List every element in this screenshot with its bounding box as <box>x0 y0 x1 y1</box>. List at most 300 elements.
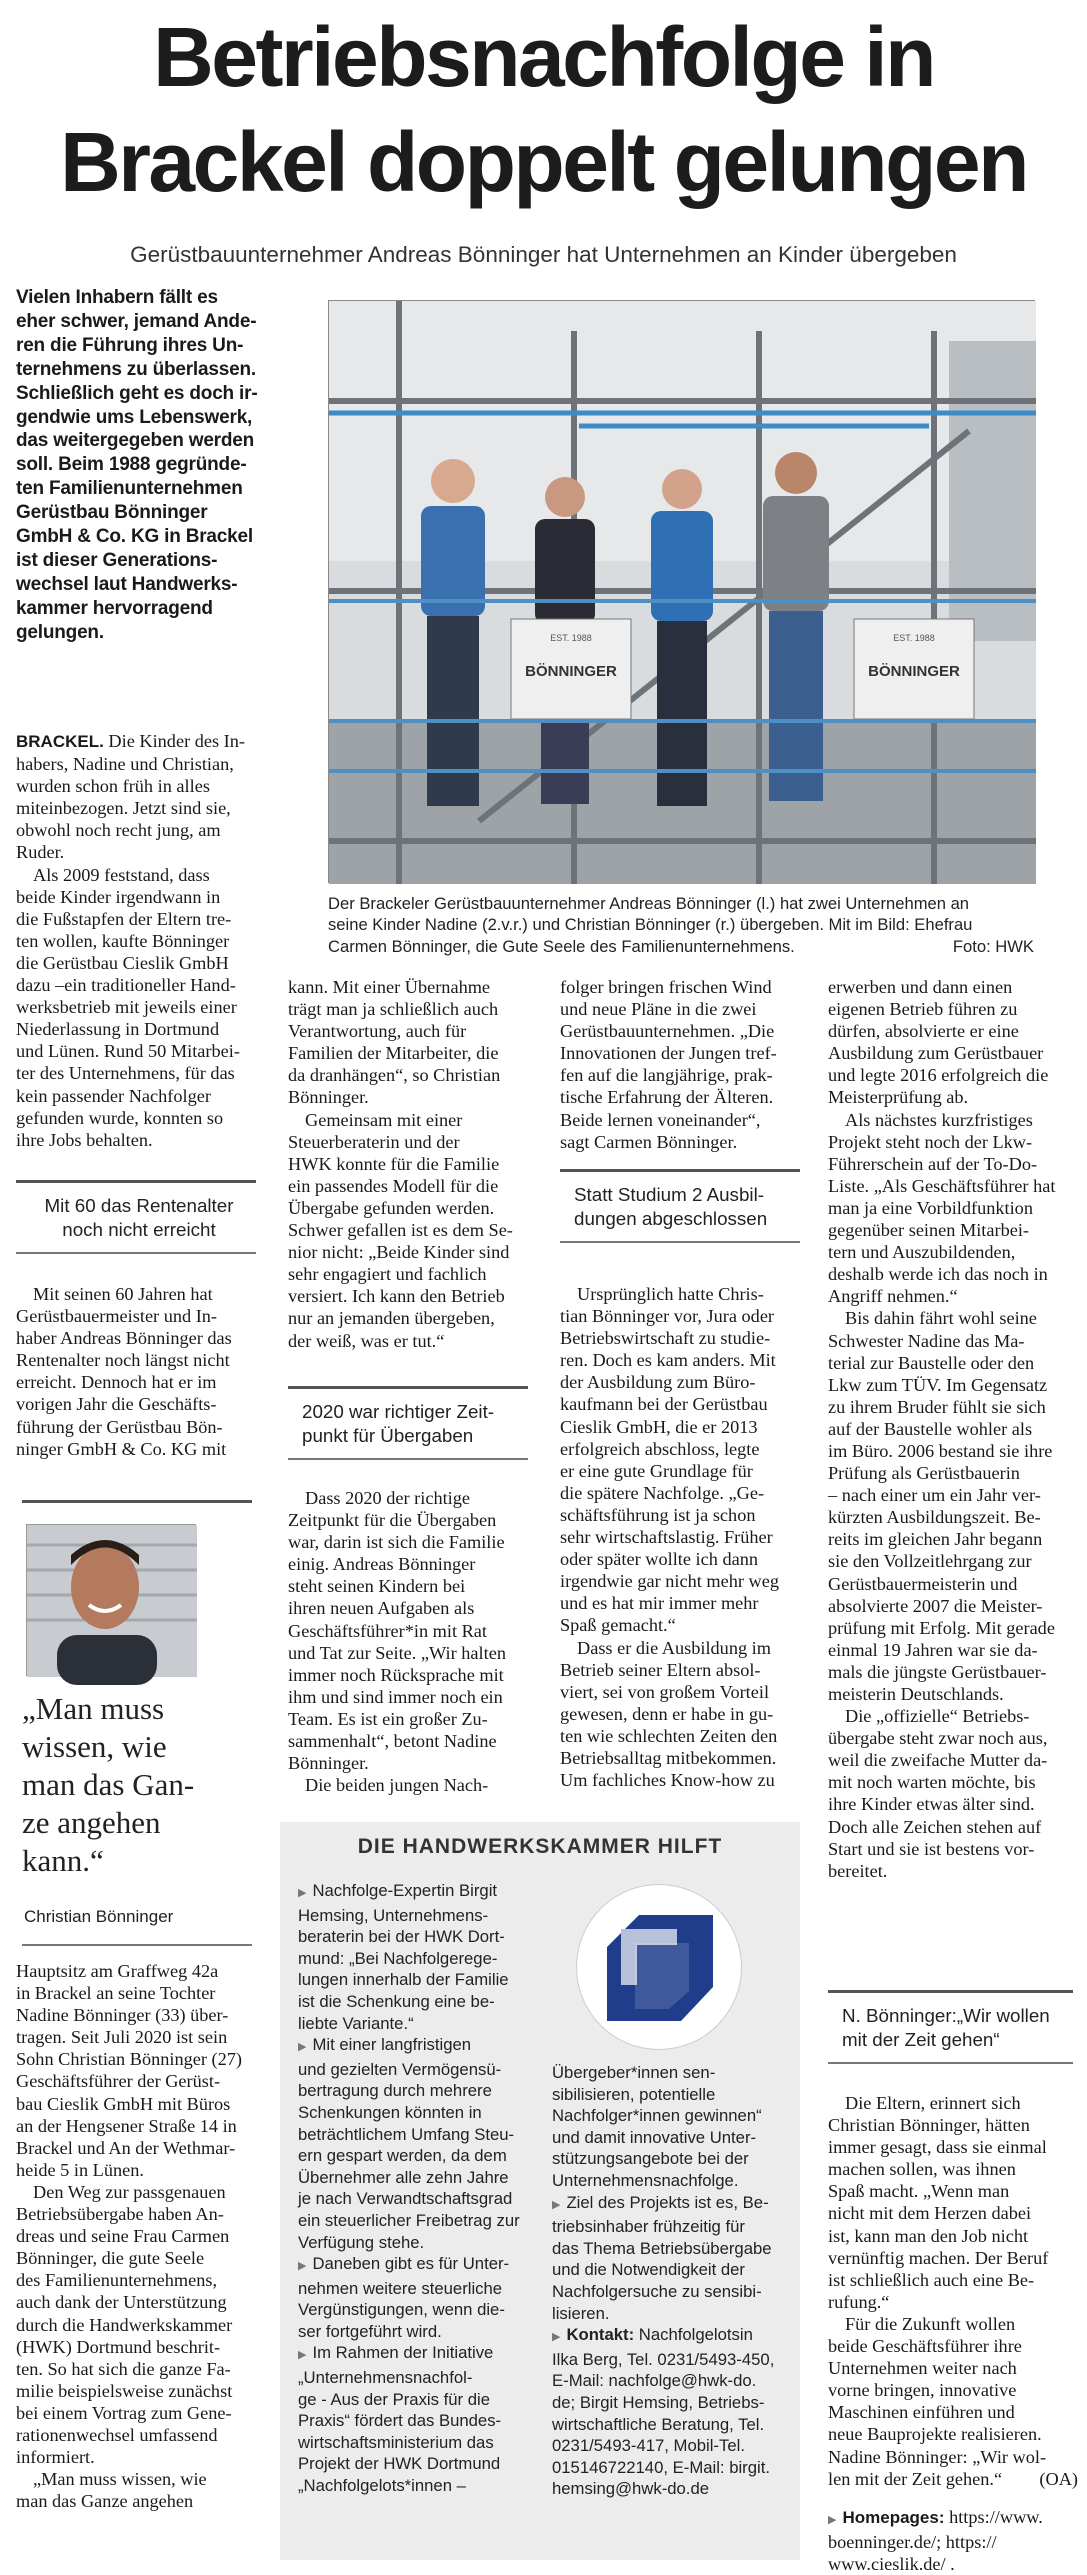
paragraph <box>16 864 271 1151</box>
text-line: sehr wirtschaftslastig. Früher <box>560 1527 773 1548</box>
text-line: Schenkungen könnten in <box>298 2102 482 2122</box>
text-line: man ja eine Vorbildfunktion <box>828 1197 1033 1218</box>
text-line: irgendwie gar nicht mehr weg <box>560 1571 779 1592</box>
subheading-zeit <box>828 1990 1073 2064</box>
text-line: und legte 2016 erfolgreich die <box>828 1065 1049 1086</box>
text-line: Gerüstbauermeister und In- <box>16 1306 218 1327</box>
text-line: Nachfolger*innen gewinnen“ <box>552 2106 762 2126</box>
text-line: erwerben und dann einen <box>828 977 1013 997</box>
column-2-top <box>288 976 543 1352</box>
text-line: sehr engagiert und fachlich <box>288 1264 487 1285</box>
info-box-left-column <box>298 1880 544 2497</box>
text-line: Spaß gemacht.“ <box>560 1615 676 1636</box>
text-line: ser fortgeführt wird. <box>298 2321 442 2341</box>
text-line: durch die Handwerkskammer <box>16 2314 233 2335</box>
headline-line-1: Betriebsnachfolge in <box>153 10 934 104</box>
text-line: 015146722140, E-Mail: birgit. <box>552 2457 771 2477</box>
text-line: machen sollen, was ihnen <box>828 2159 1016 2180</box>
text-line: liebte Variante.“ <box>298 2013 414 2033</box>
text-line: ihm und sind immer noch ein <box>288 1686 503 1707</box>
text-line: kein passender Nachfolger <box>16 1085 211 1106</box>
text-line: Beide lernen voneinander“, <box>560 1109 761 1130</box>
column-1-bottom <box>16 1960 271 2512</box>
text-line: wirtschaftsministerium das <box>298 2432 494 2452</box>
bullet-triangle-icon: ▶ <box>298 2041 307 2054</box>
text-line: und gezielten Vermögensü- <box>298 2059 502 2079</box>
text-line: (HWK) Dortmund beschrit- <box>16 2336 221 2357</box>
text-line: ist, kann man den Job nicht <box>828 2225 1029 2246</box>
subheadline: Gerüstbauunternehmer Andreas Bönninger hat Unternehmen an Kinder übergeben <box>130 242 957 267</box>
text-line: ternehmens zu überlassen. <box>16 358 256 380</box>
text-line: HWK konnte für die Familie <box>288 1153 500 1174</box>
info-box-handwerkskammer <box>280 1822 800 2560</box>
text-line: Verantwortung, auch für <box>288 1021 467 1042</box>
text-line: heide 5 in Lünen. <box>16 2159 144 2180</box>
text-line: ten wollen, kaufte Bönninger <box>16 930 230 951</box>
caption-line: Carmen Bönninger, die Gute Seele des Familienunternehmens. <box>328 936 795 956</box>
paragraph <box>828 2092 1078 2313</box>
info-text <box>298 2343 501 2495</box>
text-line: Daneben gibt es für Unter- <box>312 2254 510 2274</box>
sign-text-left: BÖNNINGER <box>525 663 617 680</box>
text-line: Unternehmensnachfolge. <box>552 2170 739 2190</box>
text-line: deshalb werde ich das noch in <box>828 1264 1048 1285</box>
text-line: dürfen, absolvierte er eine <box>828 1021 1019 1042</box>
text-line: Betriebsübergabe haben An- <box>16 2204 224 2225</box>
sign-text-right: BÖNNINGER <box>868 663 960 680</box>
text-line: prüfung mit Erfolg. Mit gerade <box>828 1617 1055 1638</box>
text-line: – nach einer um ein Jahr ver- <box>828 1485 1041 1506</box>
paragraph <box>828 1109 1078 1308</box>
text-line: Team. Es ist ein großer Zu- <box>288 1708 488 1729</box>
text-line: auch dank der Unterstützung <box>16 2292 227 2313</box>
text-line: Meisterprüfung ab. <box>828 1087 969 1108</box>
text-line: Unternehmen weiter nach <box>828 2358 1017 2379</box>
text-line: stützungsangebote bei der <box>552 2149 749 2169</box>
text-line: Hemsing, Unternehmens- <box>298 1905 489 1925</box>
text-line: dazu –ein traditioneller Hand- <box>16 975 236 996</box>
text-line: informiert. <box>16 2447 95 2468</box>
pull-quote <box>22 1690 262 1880</box>
text-line: gelungen. <box>16 621 104 643</box>
text-line: führung der Gerüstbau Bön- <box>16 1416 223 1437</box>
text-line: nior nicht: „Beide Kinder sind <box>288 1242 510 1263</box>
subheading-studium <box>560 1169 800 1243</box>
text-line: rufung.“ <box>828 2291 890 2312</box>
text-line: mit noch warten möchte, bis <box>828 1772 1036 1793</box>
text-line: weil die zweifache Mutter da- <box>828 1750 1048 1771</box>
info-text <box>298 2254 509 2341</box>
text-line: E-Mail: nachfolge@hwk-do. <box>552 2371 757 2391</box>
text-line: kann.“ <box>22 1843 104 1878</box>
text-line: Mit einer langfristigen <box>312 2035 472 2055</box>
text-line: „Nachfolgelots*innen – <box>298 2476 466 2496</box>
text-line: im Büro. 2006 bestand sie ihre <box>828 1440 1053 1461</box>
column-4-top <box>828 976 1078 1882</box>
column-3-mid <box>560 1283 815 1791</box>
info-text <box>552 2193 772 2323</box>
text-line: Ursprünglich hatte Chris- <box>577 1284 764 1304</box>
text-line: Geschäftsführer*in mit Rat <box>288 1620 488 1641</box>
text-line: die Fußstapfen der Eltern tre- <box>16 908 232 929</box>
text-line: der weiß, was er tut.“ <box>288 1330 445 1351</box>
text-line: „Unternehmensnachfol- <box>298 2368 473 2388</box>
homepages-label: Homepages: <box>842 2507 945 2527</box>
text-line: wurden schon früh in alles <box>16 776 210 797</box>
text-line: Ausbildung zum Gerüstbauer <box>828 1043 1044 1064</box>
text-line: trägt man ja schließlich auch <box>288 999 499 1020</box>
text-line: soll. Beim 1988 gegründe- <box>16 454 247 476</box>
paragraph <box>16 1960 271 2181</box>
text-line: bereitet. <box>828 1860 888 1881</box>
text-line: 0231/5493-417, Mobil-Tel. <box>552 2436 745 2456</box>
text-line: Übergabe gefunden werden. <box>288 1197 495 1218</box>
text-line: des Familienunternehmens, <box>16 2270 218 2291</box>
text-line: Start und sie ist bestens vor- <box>828 1838 1035 1859</box>
text-line: Betriebsalltag mitbekommen. <box>560 1747 777 1768</box>
text-line: Bönninger. <box>288 1753 369 1774</box>
text-line: und es hat mir immer mehr <box>560 1593 759 1614</box>
text-line: ten wie schlechten Zeiten den <box>560 1725 778 1746</box>
paragraph <box>828 2314 1046 2489</box>
text-line: der Ausbildung zum Büro- <box>560 1372 756 1393</box>
text-line: ge - Aus der Praxis für die <box>298 2389 490 2409</box>
text-line: da dranhängen“, so Christian <box>288 1065 501 1086</box>
text-line: steht seinen Kindern bei <box>288 1576 466 1597</box>
text-line: tern und Auszubildenden, <box>828 1242 1016 1263</box>
divider <box>22 1944 252 1946</box>
paragraph <box>16 2468 271 2512</box>
subheading-2020 <box>288 1386 528 1460</box>
text-line: zu ihrem Bruder fühlt sie sich <box>828 1396 1046 1417</box>
text-line: triebsinhaber frühzeitig für <box>552 2217 745 2237</box>
text-line: Geschäftsführer der Gerüst- <box>16 2071 221 2092</box>
text-line: „Man muss <box>22 1691 165 1726</box>
text-line: Dass 2020 der richtige <box>305 1488 470 1508</box>
text-line: Betriebswirtschaft zu studie- <box>560 1328 771 1349</box>
text-line: gendwie ums Lebenswerk, <box>16 406 253 428</box>
paragraph <box>828 976 1078 1109</box>
text-line: immer gesagt, dass sie einmal <box>828 2137 1047 2158</box>
text-line: einmal 19 Jahren war sie da- <box>828 1639 1038 1660</box>
text-line: Verfügung stehe. <box>298 2232 425 2252</box>
text-line: lisieren. <box>552 2303 610 2323</box>
text-line: ein passendes Modell für die <box>288 1175 499 1196</box>
bullet-triangle-icon: ▶ <box>552 2331 561 2344</box>
text-line: Mit seinen 60 Jahren hat <box>33 1284 213 1304</box>
text-line: Bis dahin fährt wohl seine <box>845 1308 1037 1329</box>
info-box-right-column <box>552 2062 788 2500</box>
text-line: Die beiden jungen Nach- <box>305 1775 489 1796</box>
text-line: ist die Schenkung eine be- <box>298 1991 495 2011</box>
text-line: viert, sei von großem Vorteil <box>560 1681 770 1702</box>
info-text <box>298 2035 520 2251</box>
text-line: Gerüstbauunternehmen. „Die <box>560 1021 775 1042</box>
text-line: tische Erfahrung der Älteren. <box>560 1087 774 1108</box>
bullet-triangle-icon: ▶ <box>298 1887 307 1899</box>
text-line: Bönninger, die gute Seele <box>16 2248 205 2269</box>
text-line: Bönninger. <box>288 1087 369 1108</box>
text-line: len mit der Zeit gehen.“ <box>828 2468 1003 2489</box>
text-line: wirtschaftliche Beratung, Tel. <box>552 2414 765 2434</box>
text-line: und Tat zur Seite. „Wir halten <box>288 1642 506 1663</box>
text-line: Sohn Christian Bönninger (27) <box>16 2049 242 2070</box>
contact-text <box>552 2325 774 2498</box>
text-line: Nachfolgelotsin <box>638 2325 753 2345</box>
text-line: Zeitpunkt für die Übergaben <box>288 1510 497 1531</box>
text-line: habers, Nadine und Christian, <box>16 754 234 775</box>
text-line: Ziel des Projekts ist es, Be- <box>566 2192 769 2212</box>
intro-paragraph <box>16 286 316 645</box>
hwk-logo-icon <box>577 1885 743 2051</box>
headline-line-2: Brackel doppelt gelungen <box>60 115 1027 209</box>
caption-line: Der Brackeler Gerüstbauunternehmer Andreas Bönninger (l.) hat zwei Unternehmen an <box>328 894 970 913</box>
text-line: Übernehmer alle zehn Jahre <box>298 2167 509 2187</box>
column-2-mid <box>288 1487 543 1796</box>
dateline: BRACKEL. <box>16 732 104 751</box>
text-line: Doch alle Zeichen stehen auf <box>828 1816 1042 1837</box>
author-tag: (OA) <box>1039 2468 1078 2489</box>
paragraph <box>16 2181 271 2468</box>
text-line: punkt für Übergaben <box>302 1425 474 1446</box>
text-line: Den Weg zur passgenauen <box>33 2181 226 2202</box>
text-line: Gerüstbau Bönninger <box>16 502 208 524</box>
text-line: mit der Zeit gehen“ <box>842 2029 1000 2050</box>
text-line: dreas und seine Frau Carmen <box>16 2226 230 2247</box>
text-line: ren. Doch es kam anders. Mit <box>560 1350 776 1371</box>
text-line: ihren neuen Aufgaben als <box>288 1598 475 1619</box>
text-line: ihre Jobs behalten. <box>16 1129 153 1150</box>
text-line: Vielen Inhabern fällt es <box>16 287 218 308</box>
quote-author: Christian Bönninger <box>24 1907 174 1926</box>
text-line: Führerschein auf der To-Do- <box>828 1153 1038 1174</box>
text-line: Um fachliches Know-how zu <box>560 1770 775 1791</box>
text-line: Cieslik GmbH, die er 2013 <box>560 1416 758 1437</box>
paragraph <box>560 976 815 1153</box>
text-line: oder später wollte ich dann <box>560 1549 758 1570</box>
text-line: er eine gute Grundlage für <box>560 1460 753 1481</box>
text-line: nur an jemanden übergeben, <box>288 1308 495 1329</box>
text-line: ze angehen <box>22 1805 161 1840</box>
text-line: werksbetrieb mit jeweils einer <box>16 997 237 1018</box>
text-line: tragen. Seit Juli 2020 ist sein <box>16 2027 228 2048</box>
text-line: Übergeber*innen sen- <box>552 2063 716 2082</box>
text-line: man das Gan- <box>22 1767 195 1802</box>
text-line: Maschinen einführen und <box>828 2402 1015 2423</box>
text-line: Statt Studium 2 Ausbil- <box>574 1184 764 1205</box>
text-line: und damit innovative Unter- <box>552 2127 757 2147</box>
text-line: Steuerberaterin und der <box>288 1131 460 1152</box>
text-line: gefunden wurde, konnten so <box>16 1107 224 1128</box>
text-line: https://www. <box>949 2506 1043 2527</box>
text-line: Mit 60 das Rentenalter <box>44 1195 234 1216</box>
text-line: ren die Führung ihres Un- <box>16 334 244 356</box>
text-line: obwohl noch recht jung, am <box>16 820 221 841</box>
text-line: absolvierte 2007 die Meister- <box>828 1595 1043 1616</box>
text-line: ihre Kinder etwas älter sind. <box>828 1794 1035 1815</box>
text-line: GmbH & Co. KG in Brackel <box>16 526 253 548</box>
text-line: Projekt der HWK Dortmund <box>298 2454 501 2474</box>
text-line: meisterin Deutschlands. <box>828 1684 1004 1704</box>
bullet-triangle-icon: ▶ <box>298 2260 307 2273</box>
text-line: ern gespart werden, da dem <box>298 2146 507 2166</box>
text-line: reits im gleichen Jahr begann <box>828 1529 1043 1550</box>
text-line: ist dieser Generations- <box>16 549 218 571</box>
text-line: Brackel und An der Wethmar- <box>16 2137 236 2158</box>
text-line: einig. Andreas Bönninger <box>288 1554 476 1575</box>
hwk-logo <box>576 1884 742 2050</box>
text-line: milie beispielsweise zunächst <box>16 2380 233 2401</box>
text-line: wissen, wie <box>22 1729 167 1764</box>
text-line: beide Kinder irgendwann in <box>16 886 221 907</box>
text-line: 2020 war richtiger Zeit- <box>302 1401 495 1422</box>
text-line: Hauptsitz am Graffweg 42a <box>16 1961 219 1981</box>
text-line: war, darin ist sich die Familie <box>288 1532 505 1553</box>
text-line: immer noch Rücksprache mit <box>288 1664 504 1685</box>
text-line: rationenwechsel umfassend <box>16 2424 218 2445</box>
text-line: Dass er die Ausbildung im <box>577 1637 771 1658</box>
photo-credit: Foto: HWK <box>952 936 1034 956</box>
text-line: folger bringen frischen Wind <box>560 977 772 997</box>
divider <box>22 1500 252 1503</box>
text-line: an der Hengsener Straße 14 in <box>16 2115 237 2136</box>
text-line: hemsing@hwk-do.de <box>552 2479 710 2499</box>
text-line: Nachfolgersuche zu sensibi- <box>552 2281 762 2301</box>
text-line: Als nächstes kurzfristiges <box>845 1109 1033 1130</box>
text-line: Schwer gefallen ist es dem Se- <box>288 1220 513 1241</box>
text-line: www.cieslik.de/ . <box>828 2553 955 2574</box>
text-line: ten Familienunternehmen <box>16 478 243 500</box>
text-line: Im Rahmen der Initiative <box>312 2343 494 2363</box>
text-line: Praxis“ fördert das Bundes- <box>298 2411 502 2431</box>
text-line: Niederlassung in Dortmund <box>16 1019 220 1040</box>
text-line: lungen innerhalb der Familie <box>298 1970 509 1990</box>
text-line: Die Eltern, erinnert sich <box>845 2093 1021 2113</box>
text-line: Lkw zum TÜV. Im Gegensatz <box>828 1374 1048 1395</box>
text-line: Gerüstbauermeisterin und <box>828 1573 1018 1594</box>
bullet-triangle-icon: ▶ <box>828 2513 837 2526</box>
text-line: vernünftig machen. Der Beruf <box>828 2247 1049 2268</box>
info-text <box>552 2062 788 2192</box>
info-box-title: DIE HANDWERKSKAMMER HILFT <box>357 1835 723 1858</box>
text-line: und Lünen. Rund 50 Mitarbei- <box>16 1041 240 1062</box>
text-line: vorne bringen, innovative <box>828 2380 1017 2401</box>
text-line: Nachfolge-Expertin Birgit <box>312 1881 498 1900</box>
text-line: Nadine Bönninger (33) über- <box>16 2005 229 2026</box>
bullet-triangle-icon: ▶ <box>552 2198 561 2211</box>
text-line: kürzten Ausbildungszeit. Be- <box>828 1507 1041 1528</box>
text-line: schäftsführung ist ja schon <box>560 1504 756 1525</box>
text-line: sagt Carmen Bönninger. <box>560 1131 738 1152</box>
sign-small-right: EST. 1988 <box>893 633 935 643</box>
paragraph <box>16 1283 271 1460</box>
text-line: bei einem Vortrag zum Gene- <box>16 2402 232 2423</box>
text-line: Prüfung als Gerüstbauerin <box>828 1463 1020 1484</box>
paragraph <box>828 1705 1078 1882</box>
text-line: das Thema Betriebsübergabe <box>552 2238 772 2258</box>
text-line: Liste. „Als Geschäftsführer hat <box>828 1175 1056 1196</box>
text-line: boenninger.de/; https:// <box>828 2531 997 2552</box>
paragraph <box>560 1637 815 1792</box>
text-line: man das Ganze angehen <box>16 2491 194 2512</box>
text-line: die Gerüstbau Cieslik GmbH <box>16 952 229 973</box>
text-line: nehmen weitere steuerliche <box>298 2278 503 2298</box>
text-line: gewesen, denn er habe in gu- <box>560 1703 774 1724</box>
text-line: fen auf die langjährige, prak- <box>560 1065 773 1086</box>
text-line: haber Andreas Bönninger das <box>16 1328 232 1349</box>
text-line: bau Cieslik GmbH mit Büros <box>16 2093 231 2114</box>
paragraph <box>288 1774 543 1796</box>
text-line: kaufmann bei der Gerüstbau <box>560 1394 768 1415</box>
text-line: terial zur Baustelle oder den <box>828 1352 1035 1373</box>
text-line: Familien der Mitarbeiter, die <box>288 1043 499 1064</box>
text-line: beträchtlichem Umfang Steu- <box>298 2124 515 2144</box>
text-line: je nach Verwandtschaftsgrad <box>298 2189 513 2209</box>
text-line: mals die jüngste Gerüstbauer- <box>828 1661 1047 1682</box>
text-line: Innovationen der Jungen tref- <box>560 1043 777 1064</box>
sign-small-left: EST. 1988 <box>550 633 592 643</box>
text-line: ter des Unternehmens, für das <box>16 1063 235 1084</box>
text-line: beide Geschäftsführer ihre <box>828 2336 1022 2357</box>
text-line: Ilka Berg, Tel. 0231/5493-450, <box>552 2349 775 2369</box>
text-line: Christian Bönninger, hätten <box>828 2115 1030 2136</box>
paragraph <box>560 1283 815 1637</box>
text-line: sie den Vollzeitlehrgang zur <box>828 1551 1032 1572</box>
paragraph <box>288 1487 543 1774</box>
text-line: ten. So hat sich die ganze Fa- <box>16 2358 231 2379</box>
text-line: erfolgreich abschloss, legte <box>560 1438 760 1459</box>
text-line: das weitergegeben werden <box>16 430 255 452</box>
bullet-triangle-icon: ▶ <box>298 2349 307 2362</box>
paragraph <box>288 1109 543 1352</box>
info-text <box>298 1881 509 2033</box>
column-3-top <box>560 976 815 1153</box>
text-line: tian Bönninger vor, Jura oder <box>560 1306 775 1327</box>
text-line: gegenüber seinen Mitarbei- <box>828 1220 1030 1241</box>
text-line: Projekt steht noch der Lkw- <box>828 1131 1033 1152</box>
text-line: kammer hervorragend <box>16 597 213 619</box>
text-line: beraterin bei der HWK Dort- <box>298 1927 505 1947</box>
text-line: und neue Pläne in die zwei <box>560 999 757 1020</box>
text-line: sammenhalt“, betont Nadine <box>288 1731 497 1752</box>
text-line: kann. Mit einer Übernahme <box>288 977 491 997</box>
text-line: ein steuerlicher Freibetrag zur <box>298 2210 520 2230</box>
text-line: Schwester Nadine das Ma- <box>828 1330 1025 1351</box>
text-line: Als 2009 feststand, dass <box>33 864 210 885</box>
text-line: sibilisieren, potentielle <box>552 2084 716 2104</box>
text-line: Betrieb seiner Eltern absol- <box>560 1659 761 1680</box>
photo-illustration <box>329 301 1036 884</box>
text-line: dungen abgeschlossen <box>574 1208 768 1229</box>
text-line: bertragung durch mehrere <box>298 2081 492 2101</box>
text-line: ninger GmbH & Co. KG mit <box>16 1438 227 1459</box>
text-line: Angriff nehmen.“ <box>828 1286 958 1307</box>
photo-caption <box>328 893 1040 957</box>
text-line: neue Bauprojekte realisieren. <box>828 2424 1042 2445</box>
text-line: Die „offizielle“ Betriebs- <box>845 1706 1030 1727</box>
text-line: Ruder. <box>16 842 65 863</box>
column-4-bottom <box>828 2092 1078 2575</box>
text-line: eigenen Betrieb führen zu <box>828 999 1018 1020</box>
text-line: „Man muss wissen, wie <box>33 2469 207 2490</box>
text-line: N. Bönninger:„Wir wollen <box>842 2005 1050 2026</box>
text-line: Schließlich geht es doch ir- <box>16 382 258 404</box>
article-photo <box>328 300 1035 883</box>
text-line: ist schließlich auch eine Be- <box>828 2269 1035 2290</box>
contact-label: Kontakt: <box>566 2325 635 2345</box>
text-line: noch nicht erreicht <box>62 1219 216 1240</box>
text-line: übergabe steht zwar noch aus, <box>828 1728 1048 1749</box>
